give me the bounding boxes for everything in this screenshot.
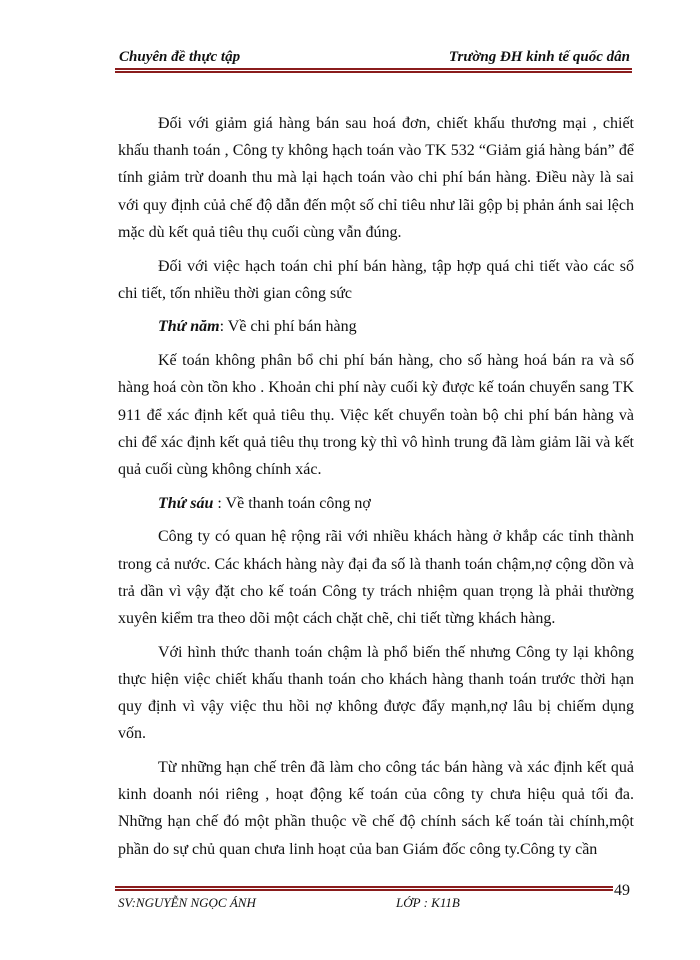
header-school: Trường ĐH kinh tế quốc dân [448, 49, 630, 65]
section-title: : Về chi phí bán hàng [219, 318, 357, 336]
footer-student: SV:NGUYỄN NGỌC ÁNH [118, 895, 256, 910]
footer-class: LỚP : K11B [396, 895, 460, 910]
paragraph: Công ty có quan hệ rộng rãi với nhiều khách hàng ở khắp các tỉnh thành trong cả nước. Các khách hàng này đại đa số là thanh toán chậm,nợ cộng dồn và trả dần vì vậy đặt cho kế toán Công ty trách nhiệm quan trọng là phải thường xuyên kiểm tra theo dõi một cách chặt chẽ, chi tiết từng khách hàng. [118, 528, 634, 627]
paragraph: Đối với việc hạch toán chi phí bán hàng, tập hợp quá chi tiết vào các sổ chi tiết, tốn nhiều thời gian công sức [118, 257, 634, 302]
section-heading [118, 313, 634, 340]
footer-rule [115, 886, 613, 891]
page-header [115, 45, 630, 69]
section-title: : Về thanh toán công nợ [213, 494, 371, 512]
header-title: Chuyên đề thực tập [119, 49, 241, 65]
header-rule [115, 68, 632, 73]
section-label: Thứ sáu [158, 494, 214, 512]
paragraph: Từ những hạn chế trên đã làm cho công tác bán hàng và xác định kết quả kinh doanh nói riêng , hoạt động kế toán của công ty chưa hiệu quả tối đa. Những hạn chế đó một phần thuộc về chế độ chính sách kế toán tài chính,một phần do sự chủ quan chưa linh hoạt của ban Giám đốc công ty.Công ty cần [118, 758, 634, 858]
section-heading [118, 490, 634, 517]
page-number: 49 [614, 882, 630, 899]
paragraph: Với hình thức thanh toán chậm là phổ biến thế nhưng Công ty lại không thực hiện việc chiết khấu thanh toán cho khách hàng thanh toán trước thời hạn quy định vì vậy việc thu hồi nợ không được đẩy mạnh,nợ lâu bị chiếm dụng vốn. [118, 643, 634, 743]
paragraph: Đối với giảm giá hàng bán sau hoá đơn, chiết khấu thương mại , chiết khấu thanh toán , Công ty không hạch toán vào TK 532 “Giảm giá hàng bán” để tính giảm trừ doanh thu mà lại hạch toán vào chi phí bán hàng. Điều này là sai với quy định củả chế độ dẫn đến một số chỉ tiêu như lãi gộp bị phản ánh sai lệch mặc dù kết quả tiêu thụ cuối cùng vẫn đúng. [118, 115, 634, 241]
paragraph: Kế toán không phân bổ chi phí bán hàng, cho số hàng hoá bán ra và số hàng hoá còn tồn kho . Khoản chi phí này cuối kỳ được kế toán chuyển sang TK 911 để xác định kết quả tiêu thụ. Việc kết chuyển toàn bộ chi phí bán hàng và chi để xác định kết quả tiêu thụ trong kỳ thì vô hình trung đã làm giảm lãi và kết quả cuối cùng không chính xác. [118, 352, 634, 478]
section-label: Thứ năm [158, 318, 220, 336]
document-body [118, 110, 634, 869]
